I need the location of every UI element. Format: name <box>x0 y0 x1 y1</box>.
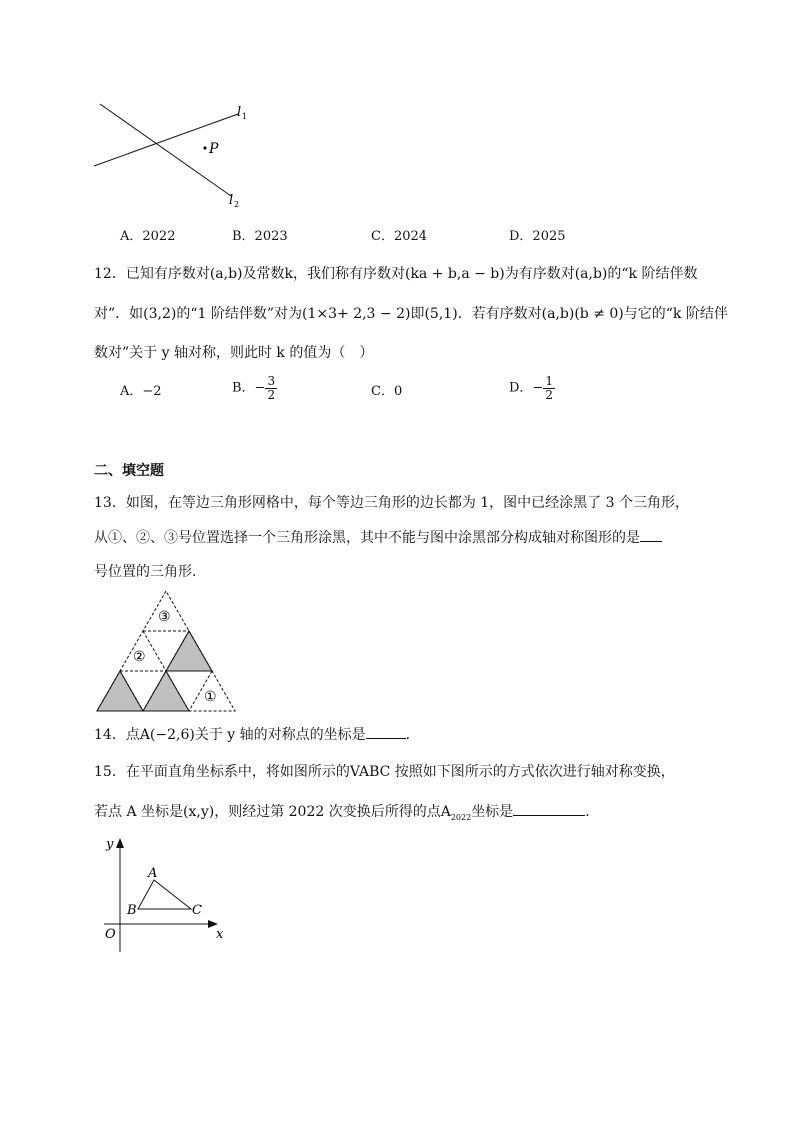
q12-option-d[interactable] <box>509 375 555 402</box>
q13-line-2 <box>94 527 662 548</box>
q15-line-2-prefix: 若点 A 坐标是(x,y)，则经过第 2022 次变换后所得的点A <box>94 804 451 820</box>
q12-option-d-numerator: 1 <box>545 374 553 388</box>
q11-option-a[interactable]: A．2022 <box>120 229 176 244</box>
q12-option-c[interactable]: C．0 <box>371 384 403 399</box>
q11-option-d[interactable]: D．2025 <box>509 229 566 244</box>
q13-line-3: 号位置的三角形． <box>94 564 206 580</box>
shaded-triangle-bottom-left <box>97 671 143 711</box>
point-p-label: P <box>209 141 219 157</box>
coordinate-figure <box>100 836 230 956</box>
q11-option-c[interactable]: C．2024 <box>371 229 428 244</box>
q12-option-d-fraction <box>543 375 555 402</box>
q12-option-a[interactable]: A．−2 <box>120 384 162 399</box>
shaded-triangle-bottom-center <box>143 671 189 711</box>
q12-line-2: 对”．如(3,2)的“1 阶结伴数”对为(1×3+ 2,3 − 2)即(5,1)．若有序数对(a,b)(b ≠ 0)与它的“k 阶结伴 <box>94 306 728 322</box>
q15-line-1: 15．在平面直角坐标系中，将如图所示的VABC 按照如下图所示的方式依次进行轴对称变换， <box>94 764 675 780</box>
q14-end: ． <box>405 727 420 743</box>
lines-figure <box>88 100 258 212</box>
q15-line-2 <box>94 801 599 828</box>
q12-line-3: 数对”关于 y 轴对称，则此时 k 的值为（ ） <box>94 345 374 361</box>
vertex-a-label: A <box>148 866 158 881</box>
q12-line-1: 12．已知有序数对(a,b)及常数k，我们称有序数对(ka + b,a − b)为有序数对(a,b)的“k 阶结伴数 <box>94 266 698 282</box>
q14-answer-blank[interactable] <box>366 724 406 739</box>
label-l1-sub: 1 <box>242 112 248 121</box>
position-label-1[interactable]: ① <box>204 689 217 705</box>
q14-text: 14．点A(−2,6)关于 y 轴的对称点的坐标是 <box>94 727 366 743</box>
q12-option-b-numerator: 3 <box>267 374 276 388</box>
y-axis-label: y <box>106 837 114 852</box>
y-axis-arrow <box>116 838 124 848</box>
q12-option-b-denominator: 2 <box>267 388 276 402</box>
q12-option-d-prefix: D．− <box>509 380 544 396</box>
triangle-abc <box>138 880 191 909</box>
line-l1 <box>94 114 238 166</box>
q14-line <box>94 724 420 745</box>
x-axis-label: x <box>216 927 224 942</box>
q13-answer-blank[interactable] <box>640 527 662 542</box>
q12-option-b-fraction <box>265 375 277 402</box>
q15-line-2-subscript: 2022 <box>450 812 472 822</box>
label-l1: l <box>237 105 242 120</box>
triangle-grid-figure <box>90 588 242 714</box>
q15-answer-blank[interactable] <box>513 801 585 816</box>
label-l2-sub: 2 <box>234 200 240 209</box>
q12-option-d-denominator: 2 <box>545 388 553 402</box>
position-label-3[interactable]: ③ <box>158 609 171 625</box>
q15-line-2-end: ． <box>585 804 600 820</box>
q12-option-b[interactable] <box>232 375 277 402</box>
shaded-triangle-middle <box>166 631 212 671</box>
q11-option-b[interactable]: B．2023 <box>232 229 288 244</box>
label-l2: l <box>229 193 234 208</box>
vertex-b-label: B <box>127 903 137 918</box>
q15-line-2-suffix: 坐标是 <box>471 804 514 820</box>
vertex-c-label: C <box>192 903 202 918</box>
position-label-2[interactable]: ② <box>133 649 146 665</box>
q13-line-1: 13．如图，在等边三角形网格中，每个等边三角形的边长都为 1，图中已经涂黑了 3 个三角形， <box>94 495 689 511</box>
section-heading: 二、填空题 <box>94 463 164 479</box>
point-p-dot <box>203 146 206 149</box>
q13-line-2-text: 从①、②、③号位置选择一个三角形涂黑，其中不能与图中涂黑部分构成轴对称图形的是 <box>94 530 640 546</box>
origin-label: O <box>105 927 116 942</box>
q12-option-b-prefix: B．− <box>232 380 266 396</box>
